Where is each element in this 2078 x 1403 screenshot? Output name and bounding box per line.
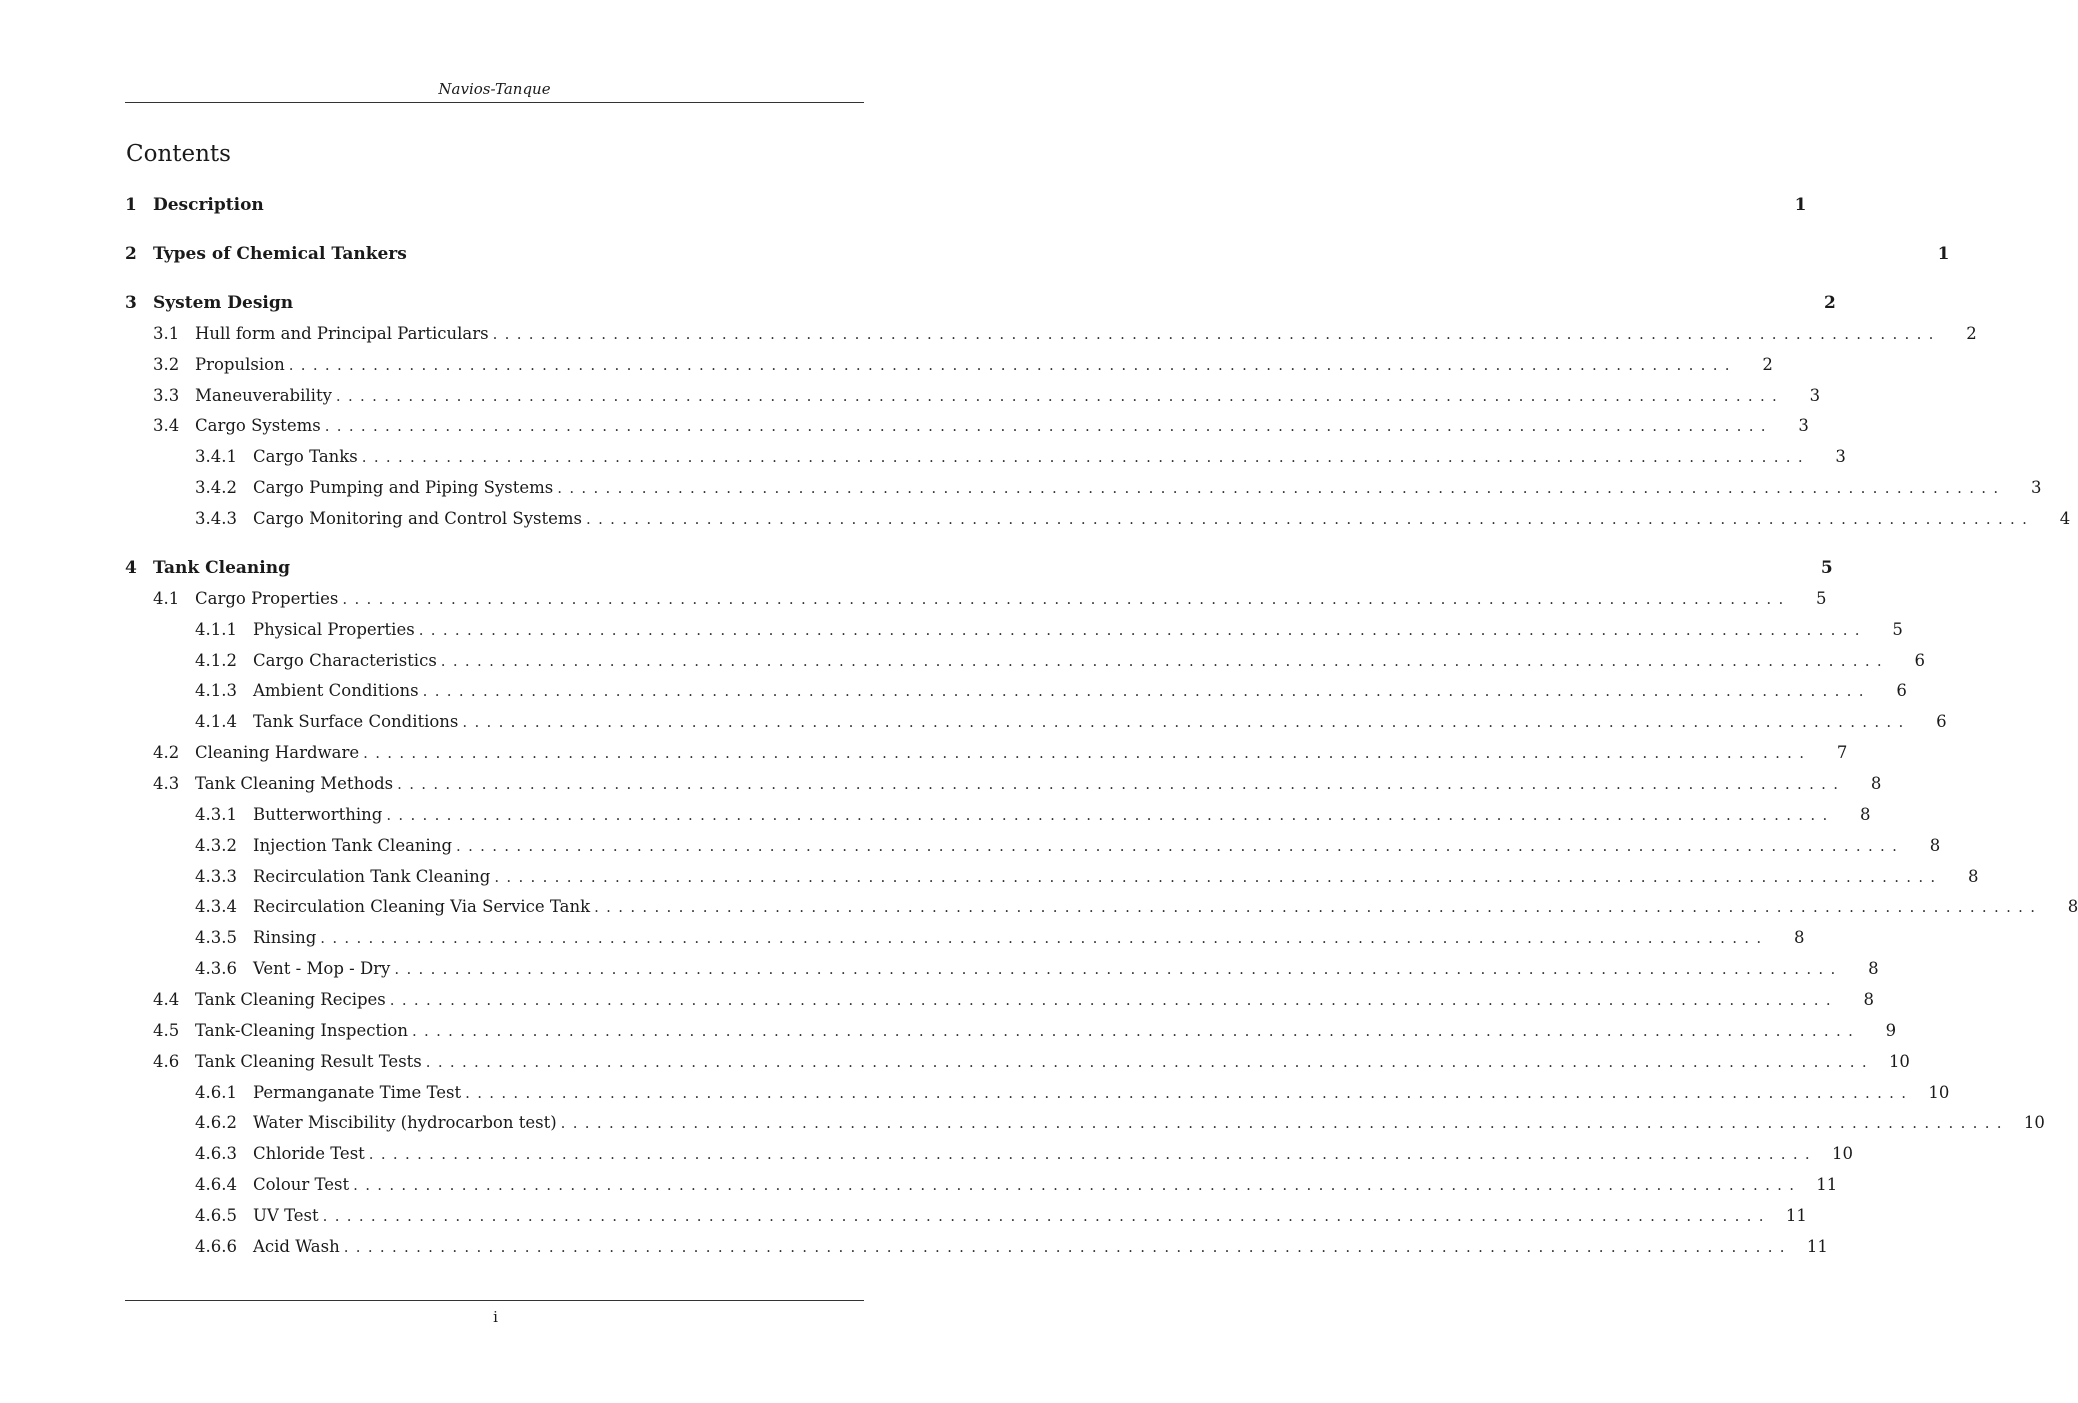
toc-entry-title: Ambient Conditions	[253, 681, 419, 700]
toc-entry-3-1[interactable]	[125, 323, 1977, 345]
toc-entry-page: 8	[2067, 897, 2078, 916]
toc-entry-title: Cargo Characteristics	[253, 651, 437, 670]
toc-entry-number: 4.3.4	[195, 897, 237, 916]
toc-entry-page: 10	[1831, 1144, 1853, 1163]
toc-entry-number: 4.6.2	[195, 1113, 237, 1132]
toc-entry-page: 3	[1798, 416, 1809, 435]
toc-entry-page: 3	[1835, 447, 1846, 466]
toc-entry-4-1[interactable]	[125, 588, 1827, 610]
toc-entry-4-3-3[interactable]	[125, 866, 1979, 888]
toc-entry-number: 3.4.1	[195, 447, 237, 466]
toc-entry-number: 4.1.1	[195, 620, 237, 639]
toc-entry-page: 10	[1928, 1083, 1950, 1102]
toc-entry-page: 8	[1868, 959, 1879, 978]
toc-entry-number: 4.6.6	[195, 1237, 237, 1256]
toc-leader-dots: ........................................................................................................................	[368, 1145, 1817, 1163]
toc-entry-title: Tank Cleaning Methods	[195, 774, 394, 793]
toc-entry-2[interactable]	[125, 243, 1950, 265]
toc-leader-dots: ........................................................................................................................	[465, 1084, 1914, 1102]
toc-entry-title: Acid Wash	[253, 1237, 340, 1256]
toc-entry-title: Tank-Cleaning Inspection	[195, 1021, 408, 1040]
toc-leader-dots: ........................................................................................................................	[492, 325, 1941, 343]
toc-entry-4-3-1[interactable]	[125, 804, 1871, 826]
toc-entry-3-4-1[interactable]	[125, 446, 1846, 468]
toc-entry-number: 4.1.4	[195, 712, 237, 731]
toc-entry-page: 2	[1762, 355, 1773, 374]
toc-entry-title: Rinsing	[253, 928, 317, 947]
toc-entry-4-3-5[interactable]	[125, 927, 1805, 949]
toc-entry-number: 4.5	[153, 1021, 180, 1040]
toc-leader-dots: ........................................................................................................................	[342, 590, 1791, 608]
toc-leader-dots: ........................................................................................................................	[320, 929, 1769, 947]
toc-entry-title: Cargo Properties	[195, 589, 339, 608]
toc-entry-4-6-6[interactable]	[125, 1236, 1828, 1258]
toc-entry-number: 4.4	[153, 990, 180, 1009]
toc-entry-4-3[interactable]	[125, 773, 1882, 795]
toc-leader-dots: ........................................................................................................................	[494, 868, 1943, 886]
toc-entry-number: 4.6	[153, 1052, 180, 1071]
toc-entry-4-6-2[interactable]	[125, 1112, 2045, 1134]
toc-entry-title: Tank Cleaning Recipes	[195, 990, 386, 1009]
toc-entry-title: System Design	[153, 293, 294, 313]
toc-leader-dots: ........................................................................................................................	[335, 387, 1785, 405]
toc-leader-dots: ........................................................................................................................	[397, 775, 1846, 793]
toc-leader-dots: ........................................................................................................................	[353, 1176, 1802, 1194]
toc-entry-3-4-2[interactable]	[125, 477, 2042, 499]
toc-entry-4-3-4[interactable]	[125, 896, 2078, 918]
toc-entry-title: Physical Properties	[253, 620, 415, 639]
toc-entry-3-2[interactable]	[125, 354, 1773, 376]
toc-entry-page: 8	[1929, 836, 1941, 855]
toc-entry-number: 4.2	[153, 743, 180, 762]
toc-entry-page: 2	[1966, 324, 1977, 343]
toc-entry-number: 4.3.6	[195, 959, 237, 978]
toc-entry-title: Chloride Test	[253, 1144, 365, 1163]
toc-entry-title: Colour Test	[253, 1175, 350, 1194]
table-of-contents	[125, 0, 2078, 1403]
toc-entry-number: 4.6.5	[195, 1206, 237, 1225]
toc-entry-title: Recirculation Tank Cleaning	[253, 867, 491, 886]
toc-entry-number: 3.4.3	[195, 509, 237, 528]
toc-entry-title: Description	[153, 195, 264, 215]
toc-entry-title: Butterworthing	[253, 805, 383, 824]
toc-entry-page: 1	[1937, 244, 1950, 264]
toc-entry-page: 11	[1806, 1237, 1828, 1256]
toc-leader-dots: ........................................................................................................................	[557, 479, 2006, 497]
toc-entry-4-4[interactable]	[125, 989, 1874, 1011]
toc-entry-number: 4.3	[153, 774, 180, 793]
toc-entry-title: Cargo Tanks	[253, 447, 358, 466]
toc-leader-dots: ........................................................................................................................	[324, 417, 1773, 435]
toc-entry-title: Permanganate Time Test	[253, 1083, 462, 1102]
toc-entry-title: Cargo Monitoring and Control Systems	[253, 509, 583, 528]
toc-entry-page: 10	[1888, 1052, 1910, 1071]
toc-leader-dots: ........................................................................................................................	[586, 510, 2035, 528]
footer-page-number: i	[493, 1308, 498, 1326]
toc-entry-page: 9	[1885, 1021, 1897, 1040]
toc-entry-page: 2	[1823, 293, 1836, 313]
toc-entry-4-1-4[interactable]	[125, 711, 1947, 733]
toc-entry-4-2[interactable]	[125, 742, 1848, 764]
toc-entry-page: 8	[1870, 774, 1882, 793]
toc-leader-dots: ........................................................................................................................	[462, 713, 1911, 731]
toc-entry-title: Injection Tank Cleaning	[253, 836, 453, 855]
toc-leader-dots: ........................................................................................................................	[363, 744, 1812, 762]
toc-entry-title: Propulsion	[195, 355, 285, 374]
toc-entry-4-1-3[interactable]	[125, 680, 1907, 702]
toc-entry-4-5[interactable]	[125, 1020, 1897, 1042]
toc-entry-number: 3.3	[153, 386, 180, 405]
toc-entry-number: 4.3.5	[195, 928, 237, 947]
toc-entry-4-6-5[interactable]	[125, 1205, 1807, 1227]
toc-leader-dots: ........................................................................................................................	[418, 621, 1867, 639]
toc-entry-number: 4.6.4	[195, 1175, 237, 1194]
toc-entry-4[interactable]	[125, 557, 1833, 579]
toc-entry-number: 4.6.1	[195, 1083, 237, 1102]
toc-leader-dots: ........................................................................................................................	[361, 448, 1810, 466]
toc-entry-number: 3.4.2	[195, 478, 237, 497]
toc-entry-4-1-2[interactable]	[125, 650, 1925, 672]
running-title: Navios-Tanque	[438, 80, 551, 98]
toc-leader-dots: ........................................................................................................................	[440, 652, 1889, 670]
toc-entry-4-6[interactable]	[125, 1051, 1910, 1073]
toc-leader-dots: ........................................................................................................................	[322, 1207, 1771, 1225]
toc-leader-dots: ........................................................................................................................	[386, 806, 1835, 824]
toc-entry-title: Cargo Systems	[195, 416, 321, 435]
toc-entry-title: Vent - Mop - Dry	[253, 959, 391, 978]
toc-entry-page: 5	[1820, 558, 1833, 578]
toc-entry-page: 5	[1816, 589, 1827, 608]
toc-entry-number: 4.1.3	[195, 681, 237, 700]
toc-entry-title: Hull form and Principal Particulars	[195, 324, 489, 343]
toc-entry-number: 3.1	[153, 324, 180, 343]
toc-entry-number: 2	[125, 244, 137, 264]
toc-leader-dots: ........................................................................................................................	[422, 682, 1871, 700]
toc-entry-number: 4.3.3	[195, 867, 237, 886]
toc-entry-number: 4.3.2	[195, 836, 237, 855]
toc-entry-page: 10	[2023, 1113, 2045, 1132]
toc-entry-number: 3	[125, 293, 137, 313]
toc-leader-dots: ........................................................................................................................	[288, 356, 1737, 374]
toc-entry-title: Tank Surface Conditions	[253, 712, 459, 731]
toc-entry-page: 6	[1914, 651, 1925, 670]
toc-entry-4-6-4[interactable]	[125, 1174, 1838, 1196]
toc-entry-title: Recirculation Cleaning Via Service Tank	[253, 897, 591, 916]
toc-entry-page: 11	[1816, 1175, 1838, 1194]
toc-entry-title: UV Test	[253, 1206, 319, 1225]
toc-entry-4-3-6[interactable]	[125, 958, 1879, 980]
toc-entry-page: 5	[1892, 620, 1903, 639]
toc-entry-number: 1	[125, 195, 137, 215]
toc-entry-page: 3	[2030, 478, 2042, 497]
toc-leader-dots: ........................................................................................................................	[425, 1053, 1874, 1071]
toc-entry-page: 4	[2059, 509, 2071, 528]
toc-leader-dots: ........................................................................................................................	[343, 1238, 1792, 1256]
toc-entry-page: 8	[1793, 928, 1805, 947]
contents-heading: Contents	[126, 141, 231, 167]
toc-entry-page: 6	[1936, 712, 1947, 731]
toc-leader-dots: ........................................................................................................................	[594, 898, 2043, 916]
footer-rule	[125, 1300, 864, 1301]
toc-entry-3-4[interactable]	[125, 415, 1809, 437]
toc-entry-title: Water Miscibility (hydrocarbon test)	[253, 1113, 557, 1132]
toc-entry-1[interactable]	[125, 194, 1807, 216]
toc-entry-title: Cargo Pumping and Piping Systems	[253, 478, 554, 497]
toc-entry-number: 4.1.2	[195, 651, 237, 670]
toc-entry-4-6-1[interactable]	[125, 1082, 1950, 1104]
toc-entry-title: Types of Chemical Tankers	[153, 244, 407, 264]
toc-entry-number: 4.3.1	[195, 805, 237, 824]
toc-entry-number: 3.2	[153, 355, 180, 374]
toc-entry-number: 4	[125, 558, 137, 578]
toc-entry-page: 11	[1785, 1206, 1807, 1225]
toc-leader-dots: ........................................................................................................................	[560, 1114, 2009, 1132]
toc-entry-number: 3.4	[153, 416, 180, 435]
toc-entry-page: 7	[1836, 743, 1848, 762]
toc-entry-4-1-1[interactable]	[125, 619, 1903, 641]
toc-entry-page: 1	[1794, 195, 1807, 215]
toc-entry-3-3[interactable]	[125, 385, 1821, 407]
toc-entry-number: 4.6.3	[195, 1144, 237, 1163]
toc-leader-dots: ........................................................................................................................	[411, 1022, 1861, 1040]
toc-entry-title: Tank Cleaning	[153, 558, 290, 578]
toc-entry-page: 8	[1968, 867, 1979, 886]
toc-leader-dots: ........................................................................................................................	[394, 960, 1843, 978]
toc-entry-page: 8	[1863, 990, 1874, 1009]
toc-entry-3-4-3[interactable]	[125, 508, 2071, 530]
toc-entry-title: Cleaning Hardware	[195, 743, 360, 762]
toc-entry-title: Tank Cleaning Result Tests	[195, 1052, 422, 1071]
toc-entry-4-6-3[interactable]	[125, 1143, 1853, 1165]
toc-leader-dots: ........................................................................................................................	[389, 991, 1838, 1009]
toc-entry-4-3-2[interactable]	[125, 835, 1941, 857]
toc-entry-page: 8	[1860, 805, 1871, 824]
toc-entry-title: Maneuverability	[195, 386, 332, 405]
toc-entry-page: 6	[1896, 681, 1907, 700]
toc-leader-dots: ........................................................................................................................	[456, 837, 1905, 855]
toc-entry-page: 3	[1809, 386, 1821, 405]
toc-entry-3[interactable]	[125, 292, 1836, 314]
toc-entry-number: 4.1	[153, 589, 180, 608]
